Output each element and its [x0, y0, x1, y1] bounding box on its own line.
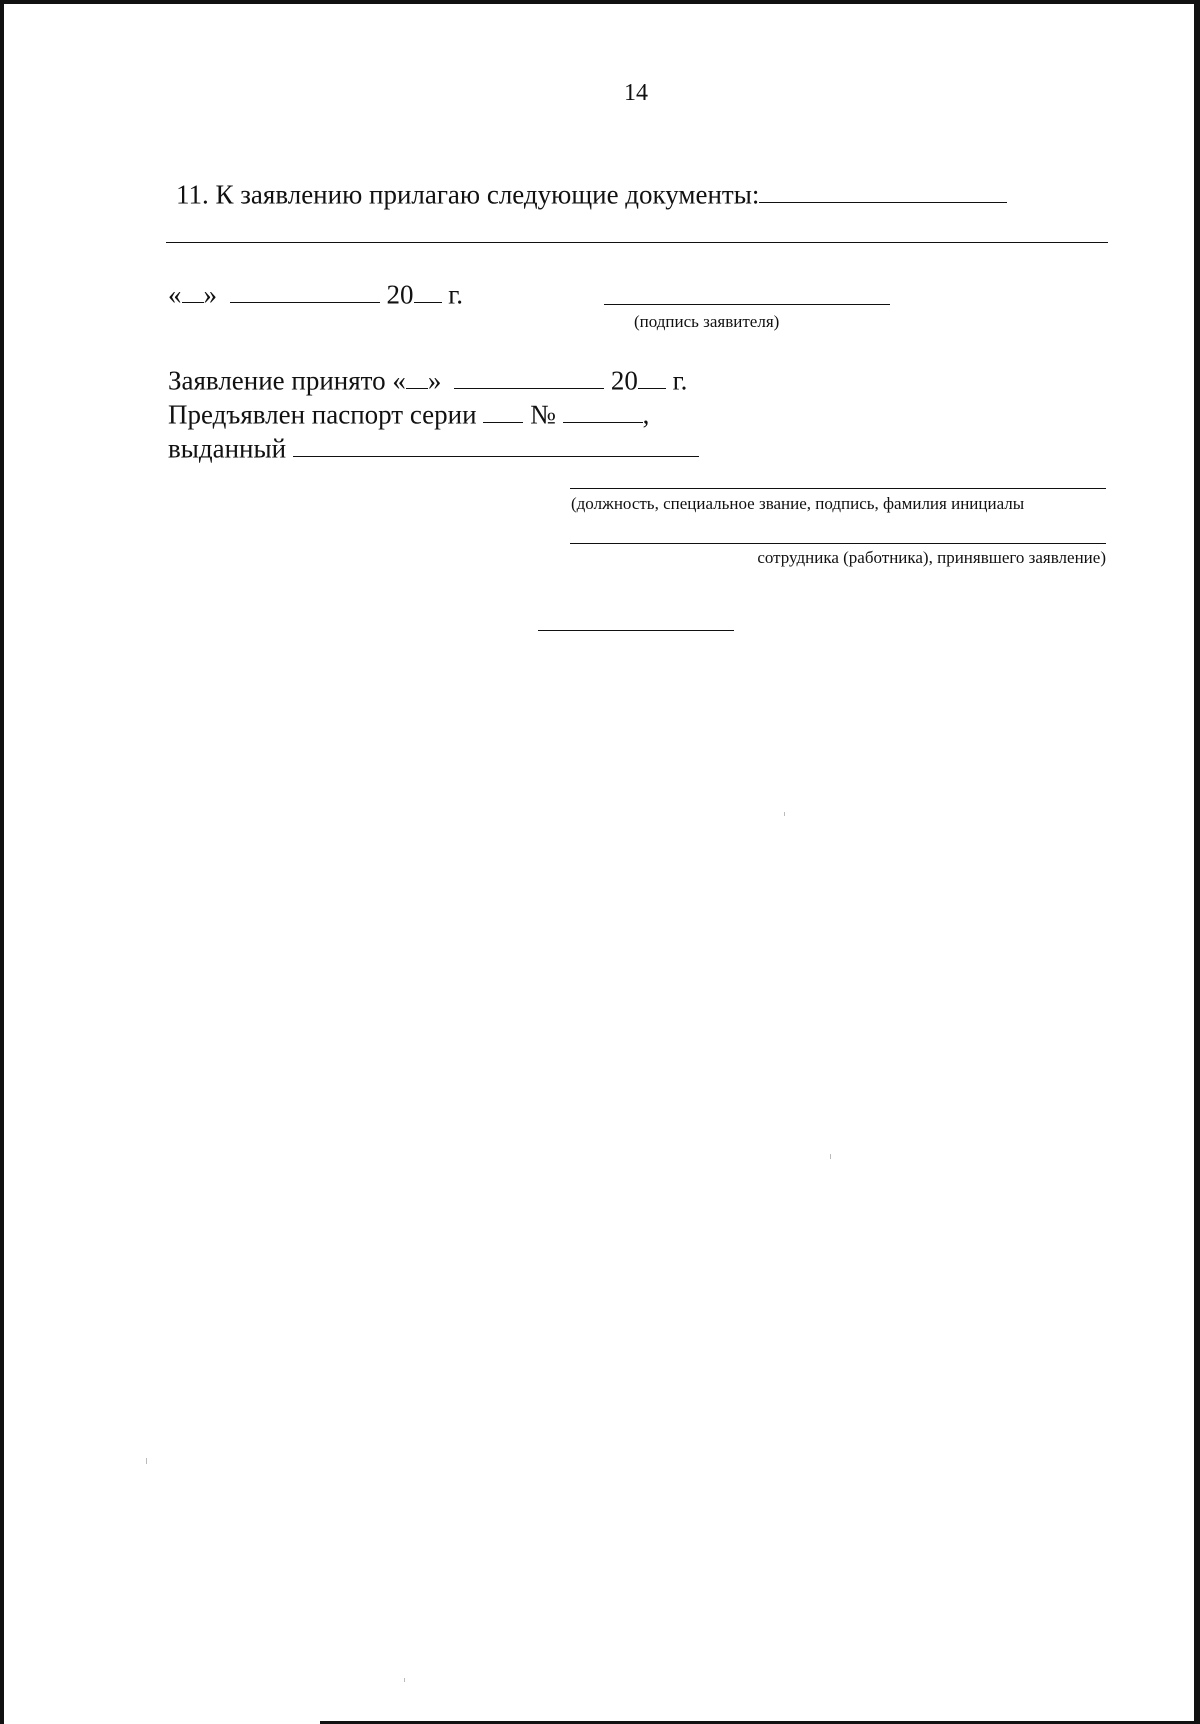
employee-caption-line-1: (должность, специальное звание, подпись, фамилия инициалы: [571, 494, 1025, 513]
passport-series-blank[interactable]: [483, 398, 523, 423]
date-open-quote: «: [168, 279, 182, 310]
applicant-date-line: [168, 278, 463, 310]
scan-speck: [404, 1678, 405, 1682]
accepted-label: Заявление принято «: [168, 365, 406, 396]
section-11-line: [176, 178, 1007, 210]
applicant-signature-line[interactable]: [604, 304, 890, 305]
passport-number-blank[interactable]: [563, 398, 643, 423]
accepted-date-line: [168, 364, 687, 396]
year-suffix: г.: [448, 279, 464, 310]
applicant-signature-caption: (подпись заявителя): [634, 312, 780, 331]
passport-label: Предъявлен паспорт серии: [168, 399, 477, 430]
scan-speck: [146, 1458, 147, 1464]
section-11-label: 11. К заявлению прилагаю следующие документы:: [176, 179, 760, 210]
issued-line: [168, 432, 699, 464]
passport-comma: ,: [642, 399, 650, 430]
accepted-year-blank[interactable]: [638, 364, 666, 389]
employee-caption-line-2: сотрудника (работника), принявшего заявление): [757, 548, 1106, 567]
month-blank[interactable]: [230, 278, 380, 303]
attachments-blank[interactable]: [759, 178, 1007, 203]
day-blank[interactable]: [182, 278, 204, 303]
accepted-year-prefix: 20: [610, 365, 638, 396]
scan-speck: [830, 1154, 831, 1159]
issued-by-blank[interactable]: [293, 432, 699, 457]
accepted-day-blank[interactable]: [406, 364, 428, 389]
attachments-continuation-line[interactable]: [166, 242, 1108, 243]
accepted-month-blank[interactable]: [454, 364, 604, 389]
end-separator-line: [538, 630, 734, 631]
scan-speck: [784, 812, 785, 816]
issued-label: выданный: [168, 433, 287, 464]
page-number: 14: [624, 80, 648, 106]
year-prefix: 20: [386, 279, 414, 310]
employee-signature-line-2[interactable]: [570, 543, 1106, 544]
accepted-year-suffix: г.: [672, 365, 688, 396]
date-close-quote: »: [203, 279, 217, 310]
year-blank[interactable]: [414, 278, 442, 303]
accepted-close-quote: »: [427, 365, 442, 396]
passport-line: [168, 398, 649, 430]
employee-signature-line-1[interactable]: [570, 488, 1106, 489]
number-sign: №: [530, 399, 556, 430]
